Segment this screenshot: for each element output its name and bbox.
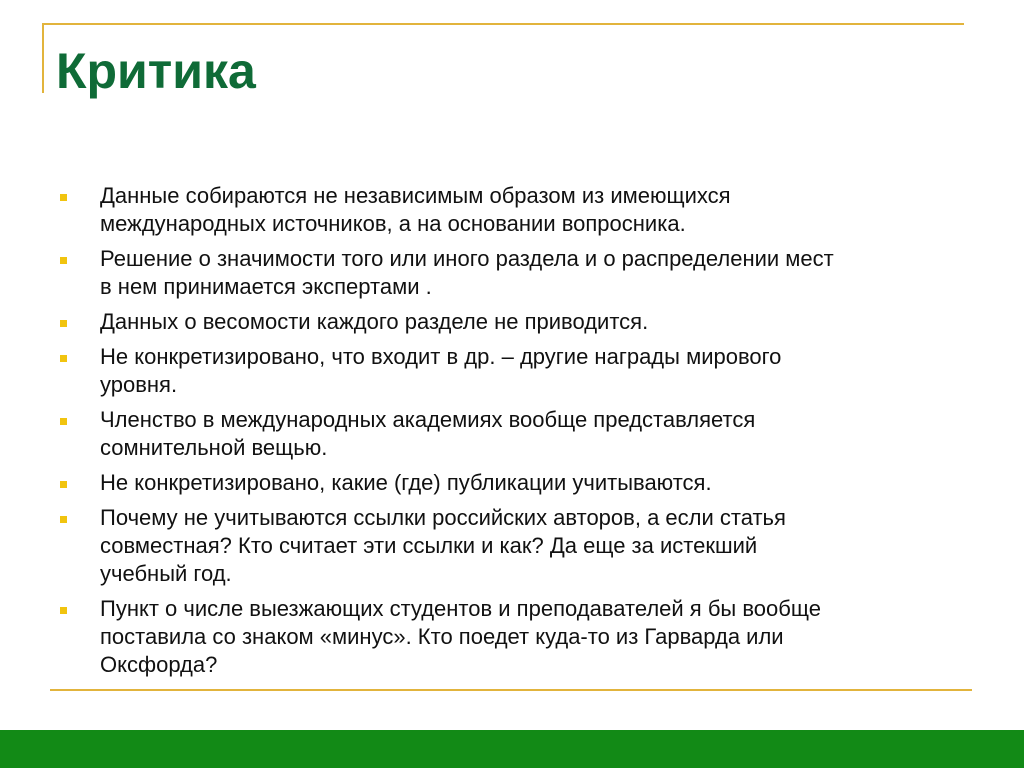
- bullet-text: Решение о значимости того или иного раздела и о распределении мест в нем принимается экспертами .: [100, 246, 834, 299]
- bullet-item: [60, 308, 960, 336]
- left-frame-line: [42, 23, 44, 93]
- square-bullet-icon: [60, 320, 67, 327]
- square-bullet-icon: [60, 607, 67, 614]
- bullet-text: Членство в международных академиях вообще представляется сомнительной вещью.: [100, 407, 756, 460]
- top-frame-line: [42, 23, 964, 25]
- bullet-text: Данных о весомости каждого разделе не приводится.: [100, 309, 649, 334]
- bullet-item: [60, 406, 960, 462]
- bullet-item: [60, 595, 960, 679]
- bottom-divider-line: [50, 689, 972, 691]
- bullet-item: [60, 245, 960, 301]
- bullet-text: Данные собираются не независимым образом из имеющихся международных источников, а на основании вопросника.: [100, 183, 731, 236]
- bullet-list: [60, 182, 960, 686]
- bullet-item: [60, 504, 960, 588]
- square-bullet-icon: [60, 516, 67, 523]
- slide-title: Критика: [56, 43, 256, 99]
- bullet-text: Не конкретизировано, какие (где) публикации учитываются.: [100, 470, 712, 495]
- bullet-item: [60, 469, 960, 497]
- square-bullet-icon: [60, 257, 67, 264]
- bullet-item: [60, 182, 960, 238]
- square-bullet-icon: [60, 355, 67, 362]
- footer-bar: [0, 730, 1024, 768]
- square-bullet-icon: [60, 481, 67, 488]
- bullet-item: [60, 343, 960, 399]
- bullet-text: Пункт о числе выезжающих студентов и преподавателей я бы вообще поставила со знаком «минус». Кто поедет куда-то из Гарварда или Оксфорда?: [100, 596, 821, 677]
- bullet-text: Не конкретизировано, что входит в др. – другие награды мирового уровня.: [100, 344, 782, 397]
- square-bullet-icon: [60, 194, 67, 201]
- bullet-text: Почему не учитываются ссылки российских авторов, а если статья совместная? Кто считает эти ссылки и как? Да еще за истекший учебный год.: [100, 505, 786, 586]
- square-bullet-icon: [60, 418, 67, 425]
